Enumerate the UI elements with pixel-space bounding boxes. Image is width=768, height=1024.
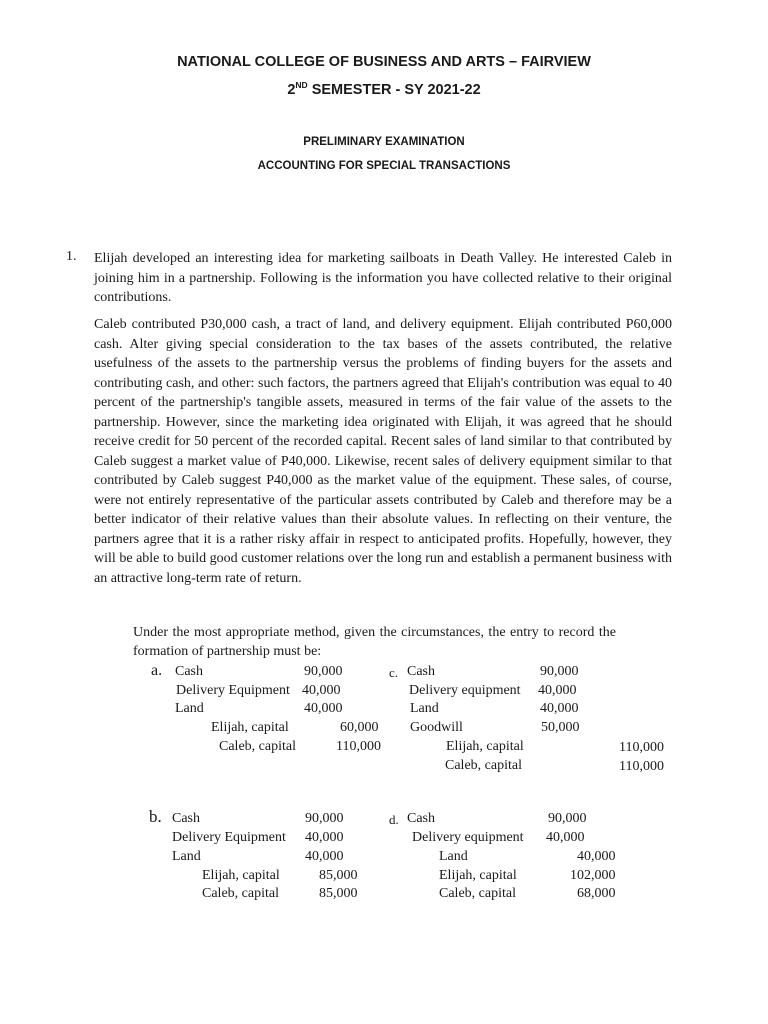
choice-b-amount-land: 40,000	[305, 849, 344, 864]
question-paragraph-2: Caleb contributed P30,000 cash, a tract of land, and delivery equipment. Elijah contributed P60,000 cash. Alter giving special consideration to the tax bases of the assets contributed, the relative usefulness of the assets to the partnership versus the problems of finding buyers for the assets and contributing cash, and other: such factors, the partners agreed that Elijah's contribution was equal to 40 percent of the partnership's tangible assets, measured in terms of the fair value of the assets to the partnership. However, since the marketing idea originated with Elijah, it was agreed that he should receive credit for 50 percent of the recorded capital. Recent sales of land similar to that contributed by Caleb suggest a market value of P40,000. Likewise, recent sales of delivery equipment similar to that contributed by Caleb suggest P40,000 as the market value of the equipment. These sales, of course, were not entirely representative of the particular assets contributed by Caleb and therefore may be a better indicator of their relative values than their absolute values. In reflecting on their venture, the partners agree that it is a rather risky affair in respect to anticipated profits. Hopefully, however, they will be able to build good customer relations over the long run and establish a permanent business with an attractive long-term rate of return.	[94, 317, 672, 586]
semester-ordinal-suffix: ND	[295, 80, 308, 90]
choice-b-amount-delivery: 40,000	[305, 830, 344, 845]
choice-a-account-cash: Cash	[175, 664, 203, 679]
choice-d-account-elijah: Elijah, capital	[439, 868, 517, 883]
choice-a-account-elijah: Elijah, capital	[211, 720, 289, 735]
semester-text: SEMESTER - SY 2021-22	[307, 82, 481, 98]
choice-d-account-caleb: Caleb, capital	[439, 886, 516, 901]
choice-c-account-caleb: Caleb, capital	[445, 758, 522, 773]
choice-a-amount-elijah: 60,000	[340, 720, 379, 735]
choice-b-account-caleb: Caleb, capital	[202, 886, 279, 901]
question-prompt: Under the most appropriate method, given the circumstances, the entry to record the formation of partnership must be:	[133, 625, 616, 659]
choice-a-account-caleb: Caleb, capital	[219, 739, 296, 754]
college-title: NATIONAL COLLEGE OF BUSINESS AND ARTS – FAIRVIEW	[177, 54, 591, 70]
choice-a-account-land: Land	[175, 701, 204, 716]
choice-c-account-goodwill: Goodwill	[410, 720, 463, 735]
choice-d-label: d.	[389, 812, 399, 827]
choice-b-account-delivery: Delivery Equipment	[172, 830, 286, 845]
choice-a-amount-land: 40,000	[304, 701, 343, 716]
choice-b-account-cash: Cash	[172, 811, 200, 826]
exam-title: PRELIMINARY EXAMINATION	[303, 136, 465, 148]
choice-d-amount-caleb: 68,000	[577, 886, 616, 901]
choice-d-account-cash: Cash	[407, 811, 435, 826]
choice-a-amount-cash: 90,000	[304, 664, 343, 679]
choice-b-account-elijah: Elijah, capital	[202, 868, 280, 883]
choice-c-amount-delivery: 40,000	[538, 683, 577, 698]
choice-c-account-land: Land	[410, 701, 439, 716]
choice-c-amount-elijah: 110,000	[619, 740, 664, 755]
choice-c-amount-caleb: 110,000	[619, 759, 664, 774]
choice-b-amount-elijah: 85,000	[319, 868, 358, 883]
choice-a-label: a.	[151, 662, 163, 679]
choice-b-label: b.	[149, 807, 162, 826]
choice-a-amount-delivery: 40,000	[302, 683, 341, 698]
choice-b-amount-caleb: 85,000	[319, 886, 358, 901]
choice-d-account-delivery: Delivery equipment	[412, 830, 524, 845]
subject-title: ACCOUNTING FOR SPECIAL TRANSACTIONS	[257, 160, 511, 172]
choice-c-account-elijah: Elijah, capital	[446, 739, 524, 754]
question-paragraph-1: Elijah developed an interesting idea for marketing sailboats in Death Valley. He interested Caleb in joining him in a partnership. Following is the information you have collected relative to their original contributions.	[94, 251, 672, 305]
choice-a-amount-caleb: 110,000	[336, 739, 381, 754]
semester-line	[0, 80, 768, 98]
choice-c-account-delivery: Delivery equipment	[409, 683, 521, 698]
semester-number: 2	[287, 82, 296, 98]
choice-b-amount-cash: 90,000	[305, 811, 344, 826]
question-number: 1.	[66, 249, 77, 264]
choice-d-amount-cash: 90,000	[548, 811, 587, 826]
choice-a-account-delivery: Delivery Equipment	[176, 683, 290, 698]
choice-c-amount-land: 40,000	[540, 701, 579, 716]
choice-d-amount-delivery: 40,000	[546, 830, 585, 845]
choice-d-account-land: Land	[439, 849, 468, 864]
choice-c-amount-goodwill: 50,000	[541, 720, 580, 735]
choice-c-amount-cash: 90,000	[540, 664, 579, 679]
choice-b-account-land: Land	[172, 849, 201, 864]
choice-c-account-cash: Cash	[407, 664, 435, 679]
choice-c-label: c.	[389, 665, 399, 680]
choice-d-amount-land: 40,000	[577, 849, 616, 864]
choice-d-amount-elijah: 102,000	[570, 868, 616, 883]
